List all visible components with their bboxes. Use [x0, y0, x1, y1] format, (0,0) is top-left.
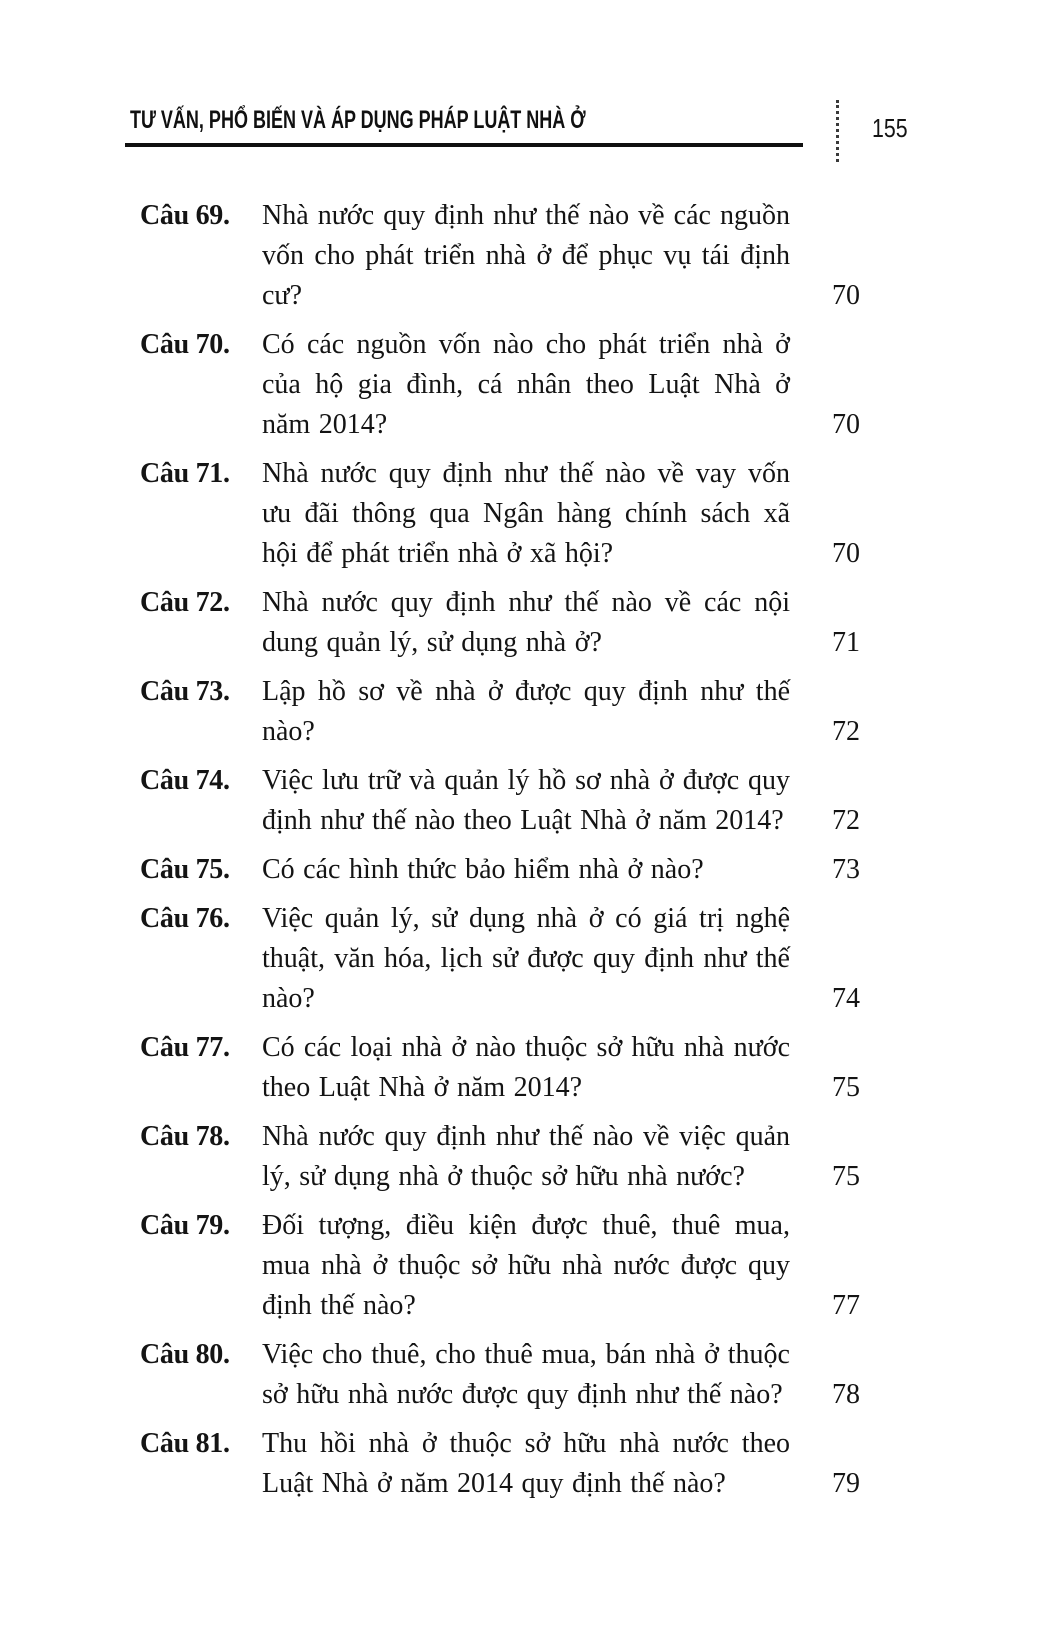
entry-question: Có các hình thức bảo hiểm nhà ở nào?	[262, 854, 704, 885]
entry-label: Câu 72.	[140, 587, 230, 618]
entry-label: Câu 73.	[140, 676, 230, 707]
entry-page-number: 70	[832, 280, 860, 311]
running-title: TƯ VẤN, PHỔ BIẾN VÀ ÁP DỤNG PHÁP LUẬT NHÀ Ở	[130, 106, 586, 134]
toc-entry	[140, 196, 860, 316]
entry-page-number: 75	[832, 1161, 860, 1192]
toc-entry	[140, 761, 860, 841]
toc-entry	[140, 1424, 860, 1504]
entry-label: Câu 71.	[140, 458, 230, 489]
toc-entry	[140, 583, 860, 663]
entry-page-number: 72	[832, 716, 860, 747]
entry-page-number: 73	[832, 854, 860, 885]
entry-label: Câu 77.	[140, 1032, 230, 1063]
divider-ornament-icon	[836, 100, 839, 162]
entry-label: Câu 70.	[140, 329, 230, 360]
entry-question: Việc cho thuê, cho thuê mua, bán nhà ở thuộc sở hữu nhà nước được quy định như thế nào?	[262, 1339, 790, 1410]
entry-question: Thu hồi nhà ở thuộc sở hữu nhà nước theo Luật Nhà ở năm 2014 quy định thế nào?	[262, 1428, 790, 1499]
entry-page-number: 75	[832, 1072, 860, 1103]
entry-question: Có các nguồn vốn nào cho phát triển nhà ở của hộ gia đình, cá nhân theo Luật Nhà ở năm 2014?	[262, 329, 790, 440]
entry-page-number: 71	[832, 627, 860, 658]
entry-question: Việc lưu trữ và quản lý hồ sơ nhà ở được quy định như thế nào theo Luật Nhà ở năm 2014?	[262, 765, 790, 836]
entry-page-number: 72	[832, 805, 860, 836]
entry-label: Câu 80.	[140, 1339, 230, 1370]
toc-entry	[140, 1028, 860, 1108]
entry-page-number: 74	[832, 983, 860, 1014]
entry-page-number: 78	[832, 1379, 860, 1410]
header-rule	[125, 143, 803, 147]
entry-question: Đối tượng, điều kiện được thuê, thuê mua, mua nhà ở thuộc sở hữu nhà nước được quy định thế nào?	[262, 1210, 790, 1321]
entry-page-number: 70	[832, 538, 860, 569]
table-of-contents	[140, 196, 860, 1513]
entry-label: Câu 81.	[140, 1428, 230, 1459]
entry-question: Có các loại nhà ở nào thuộc sở hữu nhà nước theo Luật Nhà ở năm 2014?	[262, 1032, 790, 1103]
entry-question: Nhà nước quy định như thế nào về các nội dung quản lý, sử dụng nhà ở?	[262, 587, 790, 658]
entry-question: Lập hồ sơ về nhà ở được quy định như thế nào?	[262, 676, 790, 747]
entry-label: Câu 78.	[140, 1121, 230, 1152]
entry-label: Câu 69.	[140, 200, 230, 231]
toc-entry	[140, 1117, 860, 1197]
entry-question: Nhà nước quy định như thế nào về các nguồn vốn cho phát triển nhà ở để phục vụ tái định cư?	[262, 200, 790, 311]
entry-question: Nhà nước quy định như thế nào về vay vốn ưu đãi thông qua Ngân hàng chính sách xã hội để phát triển nhà ở xã hội?	[262, 458, 790, 569]
entry-page-number: 79	[832, 1468, 860, 1499]
entry-label: Câu 79.	[140, 1210, 230, 1241]
entry-label: Câu 75.	[140, 854, 230, 885]
entry-label: Câu 76.	[140, 903, 230, 934]
entry-page-number: 70	[832, 409, 860, 440]
toc-entry	[140, 1335, 860, 1415]
toc-entry	[140, 325, 860, 445]
entry-question: Việc quản lý, sử dụng nhà ở có giá trị nghệ thuật, văn hóa, lịch sử được quy định như thế nào?	[262, 903, 790, 1014]
entry-question: Nhà nước quy định như thế nào về việc quản lý, sử dụng nhà ở thuộc sở hữu nhà nước?	[262, 1121, 790, 1192]
toc-entry	[140, 850, 860, 890]
entry-label: Câu 74.	[140, 765, 230, 796]
entry-page-number: 77	[832, 1290, 860, 1321]
toc-entry	[140, 899, 860, 1019]
toc-entry	[140, 1206, 860, 1326]
toc-entry	[140, 672, 860, 752]
toc-entry	[140, 454, 860, 574]
page-number: 155	[872, 113, 908, 143]
